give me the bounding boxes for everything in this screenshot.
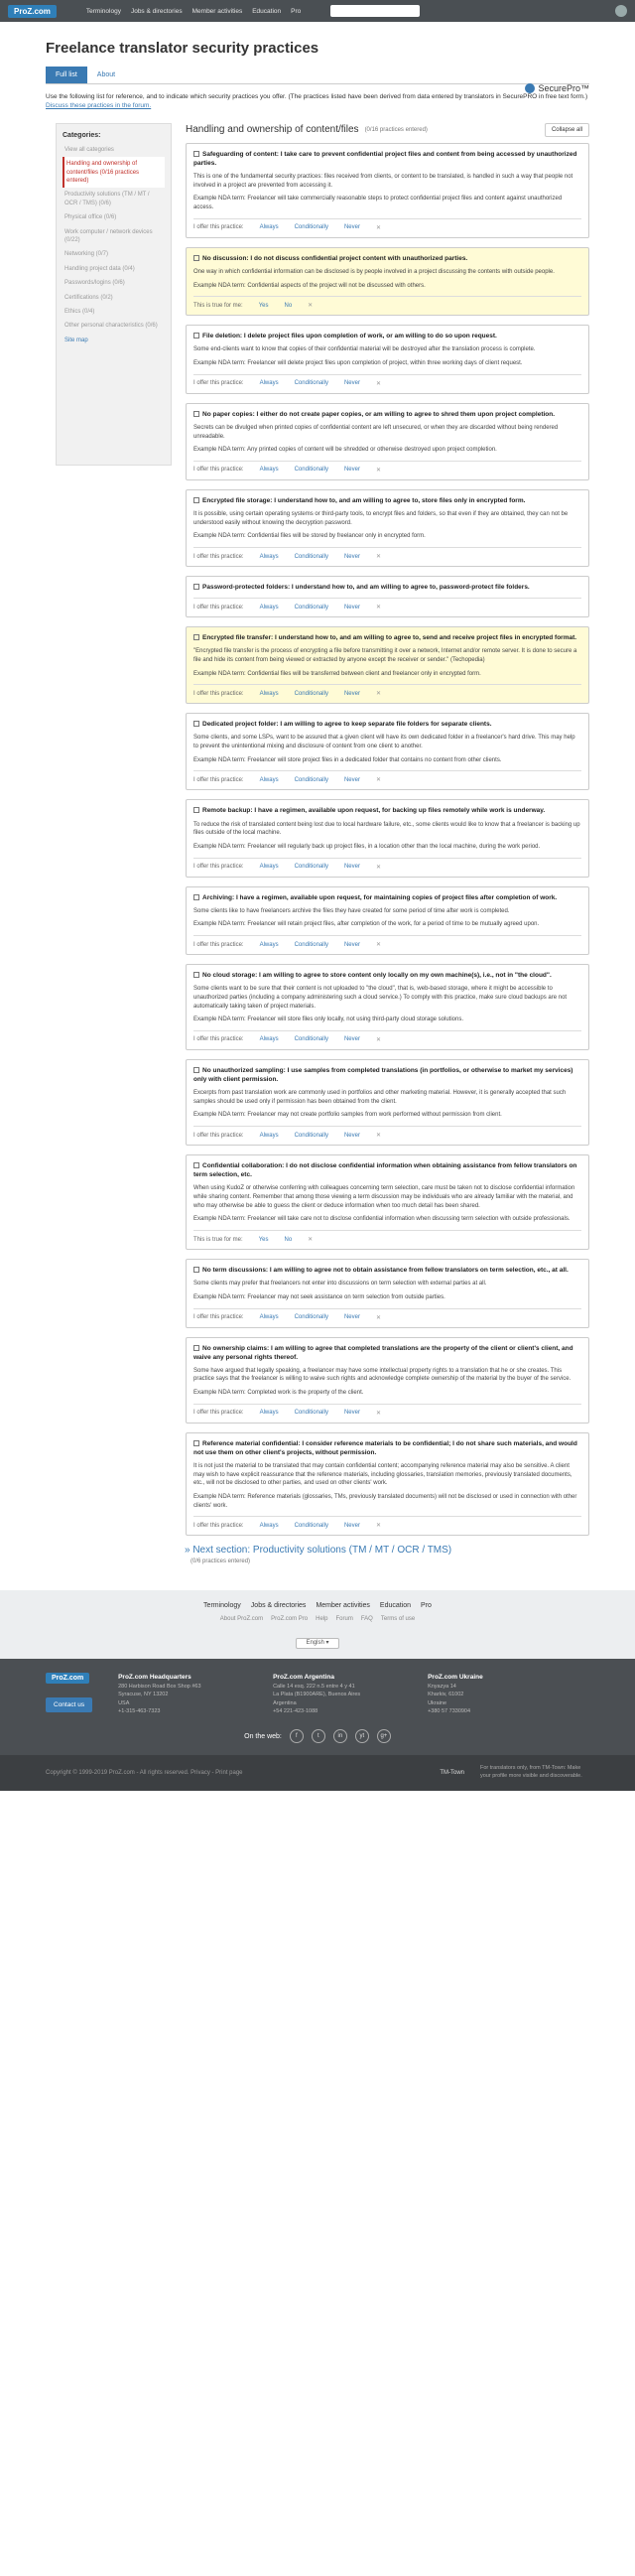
practice-card [186,1059,589,1146]
practice-description: It is not just the material to be translated that may contain confidential content; accompanying reference material may also be sensitive. A client may wish to have explicit reassurance that the reference materials, including glossaries, translation memories, previously translated documents, etc., will not be disclosed to other parties, and used on other clients' work. [193,1463,572,1487]
toggle-box-icon[interactable] [193,1162,199,1168]
practice-title [193,1066,581,1084]
practice-card [186,626,589,704]
practice-title-text: No term discussions: I am willing to agree not to obtain assistance from fellow translators on term selection, etc., at all. [202,1267,569,1275]
clear-icon[interactable]: ✕ [375,1410,381,1417]
practice-card [186,1432,589,1537]
practice-title [193,583,581,592]
conditionally-option[interactable]: Conditionally [294,1036,328,1043]
always-option[interactable]: Always [259,690,279,697]
always-option[interactable]: Always [259,1132,279,1139]
practice-nda-term: Example NDA term: Freelancer will store project files in a dedicated folder that contains no content from other clients. [193,756,502,763]
never-option[interactable]: Never [343,1036,360,1043]
top-nav-item[interactable]: Pro [291,7,302,15]
brand-label: SecurePro™ [538,83,589,93]
practice-description: Some clients may prefer that freelancers not enter into discussions on term selection with external parties at all. [193,1281,487,1288]
tab-bar [46,67,589,84]
social-links [46,1729,589,1743]
practice-title [193,150,581,168]
conditionally-option[interactable]: Conditionally [294,690,328,697]
clear-icon[interactable]: ✕ [375,605,381,611]
footer-nav2-item[interactable]: Help [316,1616,328,1623]
office-name: ProZ.com Headquarters [118,1674,191,1682]
practice-options [193,1404,581,1417]
never-option[interactable]: Never [343,1410,360,1417]
never-option[interactable]: Never [343,553,360,560]
practice-title [193,1266,581,1275]
practice-options [193,374,581,387]
securepro-brand [525,83,589,93]
never-option[interactable]: Never [343,864,360,871]
footer-nav2-item[interactable]: ProZ.com Pro [271,1616,309,1623]
offer-label: I offer this practice: [193,1522,244,1529]
toggle-box-icon[interactable] [193,255,199,261]
practice-options [193,1126,581,1139]
yes-option[interactable]: Yes [258,302,269,309]
never-option[interactable]: Never [343,604,360,610]
practices-main [186,123,589,1546]
practice-card [186,247,589,316]
practice-options [193,547,581,560]
footer-nav-item[interactable]: Member activities [316,1602,370,1610]
practice-title [193,410,581,419]
practice-card [186,713,589,790]
always-option[interactable]: Always [259,224,279,231]
practice-nda-term: Example NDA term: Any printed copies of content will be shredded or otherwise destroyed upon project completion. [193,447,497,454]
page-header [0,22,635,93]
practice-description: Secrets can be divulged when printed copies of confidential content are left unsecured, or when they are discarded without being rendered unreadable. [193,424,559,440]
sidebar-category[interactable]: Other personal characteristics (0/6) [64,323,158,330]
always-option[interactable]: Always [259,1410,279,1417]
footer-nav-secondary [0,1615,635,1622]
toggle-box-icon[interactable] [193,807,199,813]
practice-title-text: Safeguarding of content: I take care to prevent confidential project files and content from being accessed by unauthorized parties. [193,150,577,167]
footer-nav2-item[interactable]: Terms of use [380,1616,416,1623]
office-line: Argentina [273,1699,297,1706]
practice-nda-term: Example NDA term: Freelancer will take commercially reasonable steps to protect confidential project files and content against unauthorized access. [193,196,563,211]
intro-text [46,92,589,111]
practice-options [193,935,581,948]
toggle-box-icon[interactable] [193,1345,199,1351]
practice-title [193,893,581,902]
site-map-link[interactable]: Site map [64,337,88,343]
practice-nda-term: Example NDA term: Freelancer will delete project files upon completion of project, within three working days of client request. [193,360,523,367]
sidebar-category[interactable]: Handling and ownership of content/files (0/16 practices entered) [63,157,165,188]
proz-logo[interactable]: ProZ.com [8,5,57,18]
footer-logo[interactable]: ProZ.com [46,1673,89,1684]
office-line: Calle 14 esq. 222 n.5 entre 4 y 41 [273,1684,355,1691]
offer-label: I offer this practice: [193,380,244,387]
practice-title-text: Remote backup: I have a regimen, available upon request, for backing up files remotely while work is underway. [202,807,546,815]
practice-title [193,971,581,980]
top-bar [0,0,635,22]
practice-options [193,296,581,309]
practice-title [193,633,581,642]
sidebar-category[interactable]: Work computer / network devices (0/22) [64,228,153,243]
on-the-web-label: On the web: [244,1732,282,1740]
clear-icon[interactable]: ✕ [375,1314,381,1321]
practice-card [186,325,589,393]
section-header [186,123,589,137]
footer-main [0,1659,635,1755]
yes-option[interactable]: Yes [258,1236,269,1243]
always-option[interactable]: Always [259,467,279,474]
section-title: Handling and ownership of content/files [186,124,359,136]
practice-card [186,489,589,567]
offer-label: I offer this practice: [193,1036,244,1043]
always-option[interactable]: Always [259,604,279,610]
next-section-count: (0/6 practices entered) [190,1559,251,1565]
practice-nda-term: Example NDA term: Freelancer will retain project files, after completion of the work, for a period of time to be mutually agreed upon. [193,921,540,928]
toggle-box-icon[interactable] [193,1067,199,1073]
clear-icon[interactable]: ✕ [375,1133,381,1140]
clear-icon[interactable]: ✕ [375,467,381,474]
practice-nda-term: Example NDA term: Freelancer will take care not to disclose confidential information when discussing term selection with outside professionals. [193,1216,571,1223]
office-line: USA [118,1699,130,1706]
office-line: 280 Harbison Road Box Shop #63 [118,1684,201,1691]
practice-title [193,1439,581,1457]
practice-description: Excerpts from past translation work are commonly used in portfolios and other marketing material. However, it is generally accepted that such samples should be used only if permission has been obtained from the client. [193,1090,567,1105]
toggle-box-icon[interactable] [193,894,199,900]
practice-title-text: No paper copies: I either do not create paper copies, or am willing to agree to shred them upon project completion. [202,410,556,418]
practice-card [186,576,589,617]
never-option[interactable]: Never [343,1132,360,1139]
practice-title [193,806,581,815]
practice-description: One way in which confidential information can be disclosed is by people involved in a project discussing the contents with outside people. [193,268,555,275]
practice-nda-term: Example NDA term: Completed work is the property of the client. [193,1390,364,1397]
office-line: Ukraine [428,1699,447,1706]
toggle-box-icon[interactable] [193,411,199,417]
offer-label: I offer this practice: [193,864,244,871]
offer-label: I offer this practice: [193,941,244,948]
practice-card [186,143,589,238]
footer-brand [46,1673,92,1715]
practice-description: Some clients like to have freelancers archive the files they have created for some period of time after work is completed. [193,907,510,914]
conditionally-option[interactable]: Conditionally [294,1132,328,1139]
sidebar-category[interactable]: Networking (0/7) [64,251,109,258]
practice-card [186,403,589,480]
toggle-box-icon[interactable] [193,1267,199,1273]
always-option[interactable]: Always [259,553,279,560]
offer-label: I offer this practice: [193,1314,244,1321]
clear-icon[interactable]: ✕ [375,224,381,231]
sidebar-category[interactable]: Physical office (0/6) [64,214,117,221]
top-nav [86,8,301,15]
practice-description: To reduce the risk of translated content being lost due to local hardware failure, etc., some clients would like to know that a freelancer is backing up files outside of the local machine. [193,821,580,837]
collapse-all-button[interactable]: Collapse all [545,123,589,137]
practice-title-text: Confidential collaboration: I do not disclose confidential information when obtaining assistance from fellow translators on term selection, etc. [193,1162,577,1179]
footer-nav-primary [0,1602,635,1609]
practice-title-text: Encrypted file transfer: I understand how to, and am willing to agree to, send and receive project files in encrypted format. [202,634,577,642]
practice-options [193,461,581,474]
tmtown-promo: For translators only, from TM-Town: Make your profile more visible and discoverable. [480,1765,582,1779]
toggle-box-icon[interactable] [193,584,199,590]
never-option[interactable]: Never [343,1522,360,1529]
toggle-box-icon[interactable] [193,721,199,727]
practice-title-text: No unauthorized sampling: I use samples from completed translations (in portfolios, or otherwise to market my services) only with client permission. [193,1066,573,1083]
practice-options [193,684,581,697]
toggle-box-icon[interactable] [193,1440,199,1446]
practice-options [193,770,581,783]
content [56,123,589,1546]
office-line: +54 221-423-1088 [273,1707,318,1714]
page-title: Freelance translator security practices [46,40,319,57]
footer-nav2-item[interactable]: FAQ [360,1616,373,1623]
intro-body: Use the following list for reference, and to indicate which security practices you offer. (The practices listed have been derived from data entered by translators in SecurePRO in free text form.) [46,93,588,100]
social-icon[interactable]: yt [355,1729,369,1743]
footer-nav2-item[interactable]: About ProZ.com [219,1616,264,1623]
practice-title [193,1344,581,1362]
conditionally-option[interactable]: Conditionally [294,864,328,871]
offer-label: I offer this practice: [193,604,244,610]
conditionally-option[interactable]: Conditionally [294,1522,328,1529]
conditionally-option[interactable]: Conditionally [294,553,328,560]
footer-nav [0,1590,635,1659]
practice-description: It is possible, using certain operating systems or third-party tools, to encrypt files and folders, so that even if they are obtained, they can not be understood easily without knowing the decryption password. [193,510,569,526]
sidebar-category[interactable]: Productivity solutions (TM / MT / OCR / TMS) (0/6) [64,192,150,206]
practice-title [193,1161,581,1179]
no-option[interactable]: No [284,1236,293,1243]
sidebar-category[interactable]: View all categories [64,146,114,153]
office-line: La Plata (B1900ARE), Buenos Aires [273,1692,361,1698]
practice-title-text: Encrypted file storage: I understand how to, and am willing to agree to, store files only in encrypted form. [202,496,526,504]
clear-icon[interactable]: ✕ [375,691,381,698]
never-option[interactable]: Never [343,1314,360,1321]
practice-title [193,332,581,340]
practice-title-text: No ownership claims: I am willing to agree that completed translations are the property of the client or client's client, and waive any personal rights thereof. [193,1344,573,1361]
sidebar-category[interactable]: Certifications (0/2) [64,294,113,301]
clear-icon[interactable]: ✕ [375,942,381,949]
office-block [273,1673,402,1715]
practice-nda-term: Example NDA term: Confidential files will be transferred between client and freelancer only in encrypted form. [193,670,481,677]
practice-nda-term: Example NDA term: Freelancer may not seek assistance on term selection from outside parties. [193,1293,445,1300]
practice-title-text: Dedicated project folder: I am willing to agree to keep separate file folders for separate clients. [202,721,492,729]
practice-card [186,1337,589,1424]
social-icon[interactable]: in [333,1729,347,1743]
practice-card [186,1154,589,1250]
practice-title-text: File deletion: I delete project files upon completion of work, or am willing to do so upon request. [202,333,497,340]
conditionally-option[interactable]: Conditionally [294,776,328,783]
offer-label: I offer this practice: [193,690,244,697]
office-line: +380 57 7330904 [428,1707,471,1714]
sidebar-category[interactable]: Handling project data (0/4) [64,265,135,272]
tmtown-logo[interactable]: TM-Town [440,1769,464,1776]
clear-icon[interactable]: ✕ [375,380,381,387]
always-option[interactable]: Always [259,864,279,871]
office-block [428,1673,557,1715]
toggle-box-icon[interactable] [193,634,199,640]
practice-title-text: Reference material confidential: I consider reference materials to be confidential; I do not share such materials, and would not use them on other client's projects, without permission. [193,1439,577,1456]
practice-options [193,1230,581,1243]
never-option[interactable]: Never [343,690,360,697]
practice-nda-term: Example NDA term: Freelancer will store files only locally, not using third-party cloud storage solutions. [193,1017,464,1023]
practice-title [193,496,581,505]
conditionally-option[interactable]: Conditionally [294,1410,328,1417]
language-select[interactable]: Englsh ▾ [296,1638,339,1649]
practice-card [186,886,589,955]
no-option[interactable]: No [284,302,293,309]
true-for-me-label: This is true for me: [193,302,243,309]
clear-icon[interactable]: ✕ [375,1036,381,1043]
practice-nda-term: Example NDA term: Reference materials (glossaries, TMs, previously translated documents) will not be disclosed or used in connection with other clients' work. [193,1494,577,1509]
offer-label: I offer this practice: [193,776,244,783]
section-count: (0/16 practices entered) [364,126,428,133]
practice-options [193,1030,581,1043]
practice-options [193,858,581,871]
search-input[interactable] [330,5,420,17]
never-option[interactable]: Never [343,776,360,783]
never-option[interactable]: Never [343,941,360,948]
offer-label: I offer this practice: [193,1410,244,1417]
toggle-box-icon[interactable] [193,333,199,339]
toggle-box-icon[interactable] [193,151,199,157]
tab-full-list[interactable]: Full list [46,67,87,83]
clear-icon[interactable]: ✕ [375,554,381,561]
top-nav-item[interactable]: Jobs & directories [130,7,183,15]
footer-nav-item[interactable]: Education [379,1602,412,1610]
offer-label: I offer this practice: [193,553,244,560]
clear-icon[interactable]: ✕ [308,1237,314,1244]
top-nav-item[interactable]: Member activities [191,7,243,15]
conditionally-option[interactable]: Conditionally [294,467,328,474]
toggle-box-icon[interactable] [193,972,199,978]
always-option[interactable]: Always [259,776,279,783]
clear-icon[interactable]: ✕ [308,303,314,310]
category-sidebar [56,123,172,466]
practice-description: Some have argued that legally speaking, a freelancer may have some intellectual property rights to a translation that he or she creates. This practice says that the freelancer is willing to waive such rights and acknowledge complete ownership of the material by the buyer of the service. [193,1367,572,1383]
footer-nav-item[interactable]: Pro [421,1602,432,1610]
social-icon[interactable]: g+ [377,1729,391,1743]
office-block [118,1673,247,1715]
practice-card [186,964,589,1050]
conditionally-option[interactable]: Conditionally [294,941,328,948]
conditionally-option[interactable]: Conditionally [294,380,328,387]
never-option[interactable]: Never [343,224,360,231]
social-icon[interactable]: f [290,1729,304,1743]
offer-label: I offer this practice: [193,1132,244,1139]
practice-title-text: Password-protected folders: I understand how to, and am willing to agree to, password-protect file folders. [202,584,530,592]
practice-options [193,218,581,231]
practice-description: When using KudoZ or otherwise conferring with colleagues concerning term selection, care must be taken not to disclose confidential information while sharing content. Remember that among those viewing a term discussion may be individuals who are already familiar with the material, and who may otherwise be able to guess the client or deduce information when too much detail has been shared. [193,1185,575,1209]
conditionally-option[interactable]: Conditionally [294,1314,328,1321]
practice-nda-term: Example NDA term: Freelancer may not create portfolio samples from work performed without permission from client. [193,1112,502,1119]
practice-title-text: Archiving: I have a regimen, available upon request, for maintaining copies of project files after completion of work. [202,893,558,901]
office-line: Kharkiv, 61002 [428,1692,464,1698]
office-name: ProZ.com Argentina [273,1674,334,1682]
office-line: Knyazya 14 [428,1684,456,1691]
footer-nav2-item[interactable]: Forum [335,1616,353,1623]
practice-description: Some clients, and some LSPs, want to be assured that a given client will have its own dedicated folder in a freelancer's hard drive. This may help to prevent the unintentional mixing and disclosure of content from one client to another. [193,735,575,750]
practice-description: This is one of the fundamental security practices: files received from clients, or content to be translated, is handled in such a way that people not involved in a project are prevented from accessing it. [193,174,573,189]
copyright-bar [0,1755,635,1790]
office-line: Syracuse, NY 13202 [118,1692,169,1698]
office-list [46,1673,589,1715]
toggle-box-icon[interactable] [193,497,199,503]
securepro-icon [525,83,535,93]
clear-icon[interactable]: ✕ [375,777,381,784]
always-option[interactable]: Always [259,1314,279,1321]
categories-title: Categories: [63,131,101,139]
next-section-link[interactable]: » Next section: Productivity solutions (TM / MT / OCR / TMS) [185,1545,452,1557]
social-icon[interactable]: t [312,1729,325,1743]
never-option[interactable]: Never [343,467,360,474]
practice-title-text: No cloud storage: I am willing to agree to store content only locally on my own machine(s), i.e., not in "the cloud". [202,972,552,980]
always-option[interactable]: Always [259,1522,279,1529]
top-nav-item[interactable]: Education [252,7,282,15]
footer-nav-item[interactable]: Terminology [203,1602,241,1610]
tab-about[interactable]: About [96,71,116,78]
always-option[interactable]: Always [259,380,279,387]
practice-card [186,799,589,877]
practice-nda-term: Example NDA term: Confidential files will be stored by freelancer only in encrypted form. [193,533,426,540]
practice-options [193,598,581,610]
clear-icon[interactable]: ✕ [375,1523,381,1530]
conditionally-option[interactable]: Conditionally [294,224,328,231]
practice-description: "Encrypted file transfer is the process of encrypting a file before transmitting it over a network, Internet and/or remote server. It is done to secure a file and hide its content from being viewed or extracted by anyone except the receiver or sender." (Techopedia) [193,648,577,663]
always-option[interactable]: Always [259,941,279,948]
sidebar-category[interactable]: Ethics (0/4) [64,308,95,315]
top-nav-item[interactable]: Terminology [85,7,121,15]
practice-card [186,1259,589,1327]
practice-title-text: No discussion: I do not discuss confidential project content with unauthorized parties. [202,254,468,262]
sidebar-category[interactable]: Passwords/logins (0/6) [64,280,125,287]
practice-description: Some end-clients want to know that copies of their confidential material will be destroyed after the translation process is complete. [193,346,536,353]
always-option[interactable]: Always [259,1036,279,1043]
offer-label: I offer this practice: [193,467,244,474]
practice-title [193,254,581,263]
office-line: +1-315-463-7323 [118,1707,161,1714]
conditionally-option[interactable]: Conditionally [294,604,328,610]
office-name: ProZ.com Ukraine [428,1674,483,1682]
forum-link[interactable]: Discuss these practices in the forum. [46,102,152,110]
avatar[interactable] [615,5,627,17]
practice-options [193,1516,581,1529]
practice-title [193,720,581,729]
contact-us-button[interactable]: Contact us [46,1697,92,1712]
copyright-text: Copyright © 1999-2019 ProZ.com - All rights reserved. Privacy - Print page [46,1769,243,1776]
practice-options [193,1308,581,1321]
footer-nav-item[interactable]: Jobs & directories [250,1602,307,1610]
true-for-me-label: This is true for me: [193,1236,243,1243]
never-option[interactable]: Never [343,380,360,387]
offer-label: I offer this practice: [193,224,244,231]
practice-description: Some clients want to be sure that their content is not uploaded to "the cloud", that is, web-based storage, where it might be accessible to unauthorized parties (including a company administering such a cloud service.) To comply with this practice, make sure cloud backups are not automatically taking taken of project materials. [193,986,568,1010]
clear-icon[interactable]: ✕ [375,864,381,871]
practice-nda-term: Example NDA term: Confidential aspects of the project will not be discussed with others. [193,282,426,289]
practice-nda-term: Example NDA term: Freelancer will regularly back up project files, in a location other than the local machine, during the work period. [193,843,541,850]
